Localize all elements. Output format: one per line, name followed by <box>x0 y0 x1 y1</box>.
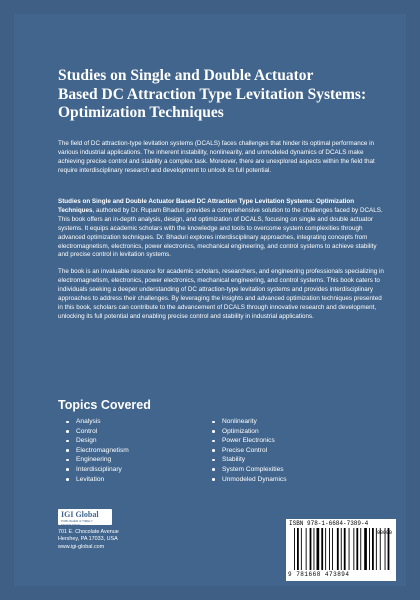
topic-item: Unmodeled Dynamics <box>212 475 358 485</box>
publisher-website-link[interactable]: www.igi-global.com <box>58 543 105 550</box>
topic-item: Interdisciplinary <box>66 465 212 475</box>
book-title-inline: Studies on Single and Double Actuator Based DC Attraction Type Levitation Systems: Optimization Techniques <box>58 198 355 214</box>
topic-item: System Complexities <box>212 465 358 475</box>
publisher-address <box>58 529 119 551</box>
topics-list <box>66 417 366 484</box>
description-paragraph-1: The field of DC attraction-type levitation systems (DCALS) faces challenges that hinder its optimal performance in various industrial applications. The inherent instability, nonlinearity, and unmodeled dynamics of DCALS make achieving precise control and stability a complex task. Moreover, there are unexplored aspects within the field that require interdisciplinary research and development to unlock its full potential. <box>58 140 375 174</box>
barcode-bar <box>356 528 358 570</box>
publisher-logo-name: IGI Global <box>61 510 99 519</box>
topic-item: Power Electronics <box>212 436 358 446</box>
barcode-bar <box>360 528 361 570</box>
topics-column-right <box>212 417 358 484</box>
barcode-bar <box>344 528 346 570</box>
barcode-digits: 9 781668 473894 <box>288 571 350 578</box>
description-paragraph-3: The book is an invaluable resource for academic scholars, researchers, and engineering professionals specializing in electromagnetism, electronics, power electronics, mechanical engineering, and control systems. This book caters to individuals seeking a deeper understanding of DC attraction-type levitation systems and provides interdisciplinary approaches to address their challenges. By leveraging the insights and advanced optimization techniques presented in this book, scholars can contribute to the advancement of DCALS through innovative research and development, unlocking its full potential and enabling precise control and stability in industrial applications. <box>58 268 384 320</box>
barcode-bar <box>297 528 299 570</box>
publisher-logo <box>58 509 112 525</box>
price-code: 90000 <box>376 530 392 536</box>
topic-item: Optimization <box>212 427 358 437</box>
description-paragraph-2 <box>58 198 384 260</box>
topic-item: Electromagnetism <box>66 446 212 456</box>
barcode-bar <box>317 528 320 570</box>
topics-column-left <box>66 417 212 484</box>
barcode-bar <box>353 528 354 570</box>
address-line-2: Hershey, PA 17033, USA <box>58 536 118 543</box>
barcode-bar <box>369 528 370 570</box>
topic-item: Engineering <box>66 455 212 465</box>
barcode-bar <box>325 528 326 570</box>
topic-item: Stability <box>212 455 358 465</box>
topic-item: Control <box>66 427 212 437</box>
address-line-1: 701 E. Chocolate Avenue <box>58 529 119 535</box>
barcode-bar <box>301 528 302 570</box>
barcode-bar <box>337 528 339 570</box>
topic-item: Analysis <box>66 417 212 427</box>
barcode-bar <box>294 528 295 570</box>
topic-item: Levitation <box>66 475 212 485</box>
barcode-bar <box>329 528 330 570</box>
barcode-bar <box>306 528 307 570</box>
topic-item: Nonlinearity <box>212 417 358 427</box>
barcode-bar <box>349 528 350 570</box>
publisher-logo-tagline: PUBLISHER of TIMELY KNOWLEDGE <box>61 519 93 527</box>
topic-item: Design <box>66 436 212 446</box>
barcode-bar <box>364 528 367 570</box>
isbn-barcode <box>286 519 396 581</box>
barcode-bar <box>372 528 374 570</box>
barcode-bar <box>341 528 342 570</box>
barcode-bar <box>321 528 323 570</box>
title-line-1: Studies on Single and Double Actuator <box>58 67 314 84</box>
barcode-bar <box>310 528 312 570</box>
barcode-bars <box>294 528 390 570</box>
barcode-bar <box>314 528 315 570</box>
topics-heading: Topics Covered <box>58 398 151 412</box>
barcode-bar <box>332 528 333 570</box>
paragraph-2-text: , authored by Dr. Rupam Bhaduri provides a comprehensive solution to the challenges faced by DCALS. This book offers an in-depth analysis, design, and optimization of DCALS, focusing on single and double actuator systems. It equips academic scholars with the knowledge and tools to overcome system complexities through advanced optimization techniques. Dr. Bhaduri explores interdisciplinary approaches, integrating concepts from electromagnetism, electronics, power electronics, mechanical engineering, and control systems to achieve stability and precise control in levitation systems. <box>58 206 383 259</box>
isbn-label: ISBN 978-1-6684-7389-4 <box>289 520 369 527</box>
topic-item: Precise Control <box>212 446 358 456</box>
title-line-3: Optimization Techniques <box>58 104 224 121</box>
title-line-2: Based DC Attraction Type Levitation Systems: <box>58 85 367 103</box>
book-title <box>58 67 388 123</box>
